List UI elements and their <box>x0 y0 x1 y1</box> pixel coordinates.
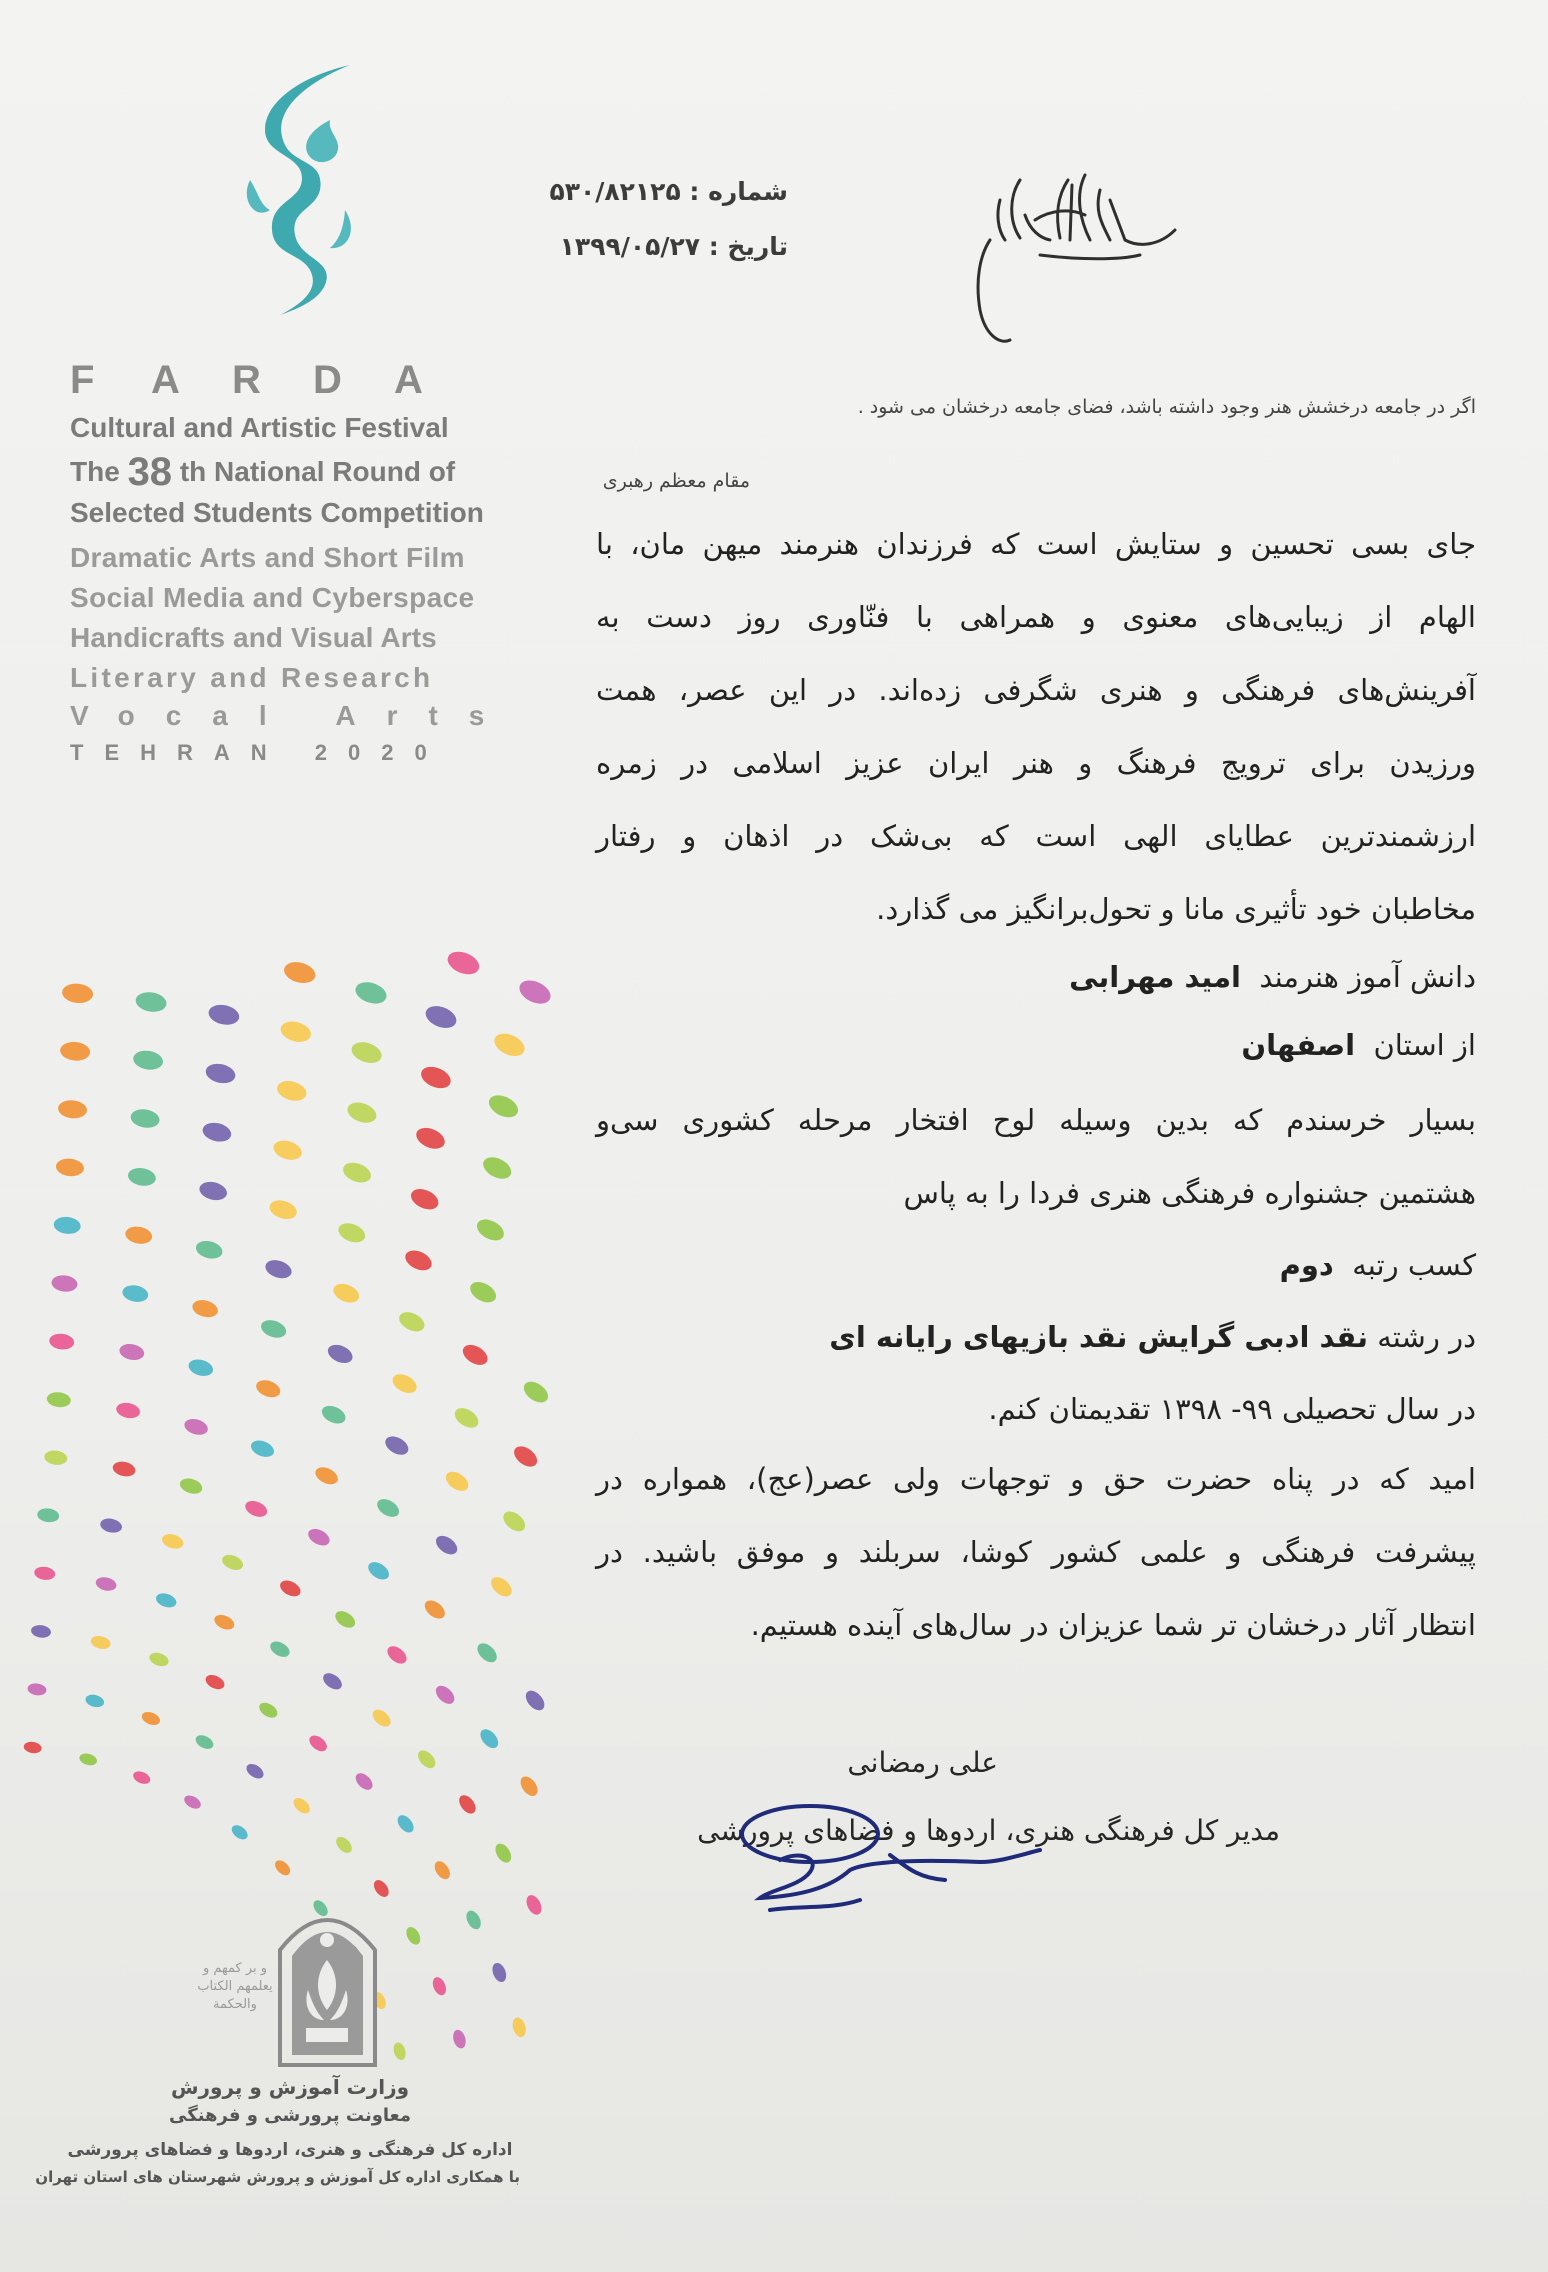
decorative-dot <box>51 1274 79 1293</box>
festival-line-3: Selected Students Competition <box>70 497 484 528</box>
decorative-dot <box>160 1532 185 1552</box>
decorative-dot <box>203 1672 226 1692</box>
field-prefix: در رشته <box>1377 1320 1476 1354</box>
decorative-dot <box>319 1402 348 1427</box>
ministry-cooperation: با همکاری اداره کل آموزش و پرورش شهرستان های استان تهران <box>35 2168 520 2186</box>
decorative-dot <box>278 1018 313 1045</box>
festival-line-2 <box>70 450 500 495</box>
decorative-dot <box>432 1858 453 1882</box>
decorative-dot <box>485 1091 521 1122</box>
decorative-dot <box>272 1857 293 1878</box>
decorative-dot <box>59 1041 91 1062</box>
decorative-dot <box>492 1841 514 1866</box>
decorative-dot <box>517 1773 541 1799</box>
decorative-dot <box>510 2016 527 2039</box>
decorative-dot <box>523 1893 544 1918</box>
field-line <box>829 1320 1476 1354</box>
decorative-dot <box>198 1179 229 1203</box>
student-line <box>1069 960 1476 994</box>
decorative-dot <box>115 1401 142 1420</box>
decorative-dot <box>147 1650 170 1668</box>
decorative-dot <box>244 1761 266 1781</box>
farda-letter: F <box>70 358 95 402</box>
letter-line: جای بسی تحسین و ستایش است که فرزندان هنرمند میهن مان، با <box>596 527 1476 561</box>
decorative-dot <box>187 1357 215 1379</box>
decorative-dot <box>132 1049 165 1072</box>
decorative-dot <box>432 1682 457 1707</box>
decorative-dot <box>384 1643 410 1667</box>
leader-quote: اگر در جامعه درخشش هنر وجود داشته باشد، فضای جامعه درخشان می شود . <box>857 396 1476 418</box>
decorative-dot <box>207 1002 241 1027</box>
festival-category-2: Social Media and Cyberspace <box>70 582 475 613</box>
decorative-dot <box>500 1507 529 1535</box>
decorative-dot <box>313 1464 341 1488</box>
decorative-dot <box>134 990 168 1014</box>
ministry-department: اداره کل فرهنگی و هنری، اردوها و فضاهای پرورشی <box>67 2140 513 2160</box>
signer-title: مدیر کل فرهنگی هنری، اردوها و فضاهای پرورشی <box>697 1814 1280 1847</box>
decorative-dot <box>27 1682 48 1696</box>
decorative-dot <box>291 1795 313 1816</box>
decorative-dot <box>389 1370 420 1397</box>
decorative-dot <box>430 1975 448 1997</box>
letter-line: ورزیدن برای ترویج فرهنگ و هنر ایران عزیز اسلامی در زمره <box>596 746 1476 780</box>
decorative-dot <box>305 1526 332 1549</box>
ministry-name: وزارت آموزش و پرورش <box>170 2075 410 2099</box>
decorative-dot <box>178 1476 204 1496</box>
decorative-dot <box>345 1099 380 1127</box>
decorative-dot <box>487 1573 515 1600</box>
province-name: اصفهان <box>1241 1028 1356 1062</box>
festival-place: TEHRAN 2020 <box>70 740 448 765</box>
farda-letter: A <box>151 358 180 402</box>
decorative-dot <box>336 1220 368 1246</box>
student-name: امید مهرابی <box>1069 960 1241 994</box>
decorative-dot <box>282 959 318 986</box>
letter-line: مخاطبان خود تأثیری مانا و تحول‌برانگیز می گذارد. <box>876 892 1476 926</box>
decorative-dot <box>268 1638 293 1660</box>
decorative-dot <box>243 1498 270 1520</box>
farda-logo-icon <box>230 60 370 320</box>
decorative-dot <box>30 1624 52 1639</box>
festival-line-1: Cultural and Artistic Festival <box>70 412 449 443</box>
signer-name: علی رمضانی <box>847 1746 998 1779</box>
decorative-dot <box>413 1124 448 1153</box>
student-prefix: دانش آموز هنرمند <box>1259 960 1476 994</box>
decorative-dot <box>275 1078 309 1104</box>
letter-line: الهام از زیبایی‌های معنوی و همراهی با فنّاوری روز دست به <box>596 600 1476 634</box>
decorative-dot <box>36 1507 60 1523</box>
letter-line: پیشرفت فرهنگی و علمی کشور کوشا، سربلند و موفق باشید. در <box>596 1535 1476 1569</box>
decorative-dot <box>333 1834 355 1856</box>
letter-date: تاریخ : ۱۳۹۹/۰۵/۲۷ <box>559 232 788 261</box>
decorative-dot <box>249 1437 277 1460</box>
decorative-dot <box>415 1747 439 1771</box>
decorative-dot <box>154 1591 178 1610</box>
decorative-dot <box>474 1640 500 1666</box>
decorative-dot <box>510 1442 541 1471</box>
decorative-dot <box>463 1908 483 1931</box>
decorative-dot <box>451 2028 468 2050</box>
province-line <box>1241 1028 1476 1062</box>
decorative-dot <box>402 1247 435 1275</box>
letter-line: ارزشمندترین عطایای الهی است که بی‌شک در اذهان و رفتار <box>596 819 1476 853</box>
decorative-dot <box>190 1298 219 1320</box>
decorative-dot <box>204 1061 237 1086</box>
handwritten-signature <box>740 1800 1050 1940</box>
decorative-dot <box>78 1752 98 1768</box>
festival-category-1: Dramatic Arts and Short Film <box>70 542 465 573</box>
decorative-dot <box>332 1608 358 1631</box>
letter-line: هشتمین جشنواره فرهنگی هنری فردا را به پاس <box>903 1176 1476 1210</box>
festival-category-3: Handicrafts and Visual Arts <box>70 622 437 653</box>
decorative-dot <box>121 1283 150 1304</box>
decorative-dot <box>46 1391 72 1409</box>
decorative-dot <box>320 1670 345 1693</box>
decorative-dot <box>23 1741 43 1755</box>
decorative-dot <box>53 1216 82 1236</box>
decorative-dot <box>194 1238 224 1261</box>
decorative-dot <box>129 1107 161 1129</box>
decorative-dot <box>229 1822 250 1842</box>
rank-line <box>1280 1248 1476 1282</box>
decorative-dot <box>477 1726 502 1752</box>
decorative-dot <box>271 1137 304 1163</box>
decorative-dot <box>193 1732 215 1751</box>
field-value: نقد ادبی گرایش نقد بازیهای رایانه ای <box>829 1320 1369 1354</box>
decorative-dot <box>55 1157 85 1177</box>
letter-line: انتظار آثار درخشان تر شما عزیزان در سال‌های آینده هستیم. <box>750 1608 1476 1642</box>
bismillah-calligraphy-icon <box>960 160 1180 360</box>
rank-prefix: کسب رتبه <box>1352 1248 1476 1282</box>
decorative-dot <box>127 1166 158 1188</box>
decorative-dot <box>418 1063 454 1093</box>
decorative-dot <box>520 1377 552 1406</box>
decorative-dot <box>212 1612 236 1632</box>
farda-letter: A <box>394 358 423 402</box>
decorative-dot <box>277 1577 303 1599</box>
decorative-dot <box>254 1377 283 1400</box>
festival-category-5: Vocal Arts <box>70 700 516 731</box>
letter-line: بسیار خرسندم که بدین وسیله لوح افتخار مرحله کشوری سی‌و <box>596 1103 1476 1137</box>
decorative-dot <box>325 1341 355 1366</box>
decorative-dot <box>365 1559 392 1583</box>
decorative-dot <box>331 1280 362 1306</box>
decorative-dot <box>111 1460 137 1479</box>
decorative-dot <box>89 1634 111 1651</box>
emblem-verse: و بر کمهم و یعلمهم الکتاب والحکمة <box>197 1961 273 2013</box>
province-prefix: از استان <box>1373 1028 1476 1062</box>
decorative-dot <box>421 1597 448 1622</box>
ministry-emblem-icon <box>270 1890 385 2070</box>
farda-title <box>70 358 500 403</box>
decorative-dot <box>392 2041 408 2061</box>
decorative-dot <box>516 976 555 1008</box>
decorative-dot <box>99 1517 123 1535</box>
decorative-dot <box>456 1792 479 1817</box>
decorative-dot <box>140 1710 162 1728</box>
decorative-dot <box>182 1793 203 1812</box>
decorative-dot <box>403 1925 423 1947</box>
decorative-dot <box>353 1770 376 1793</box>
decorative-dot <box>451 1404 482 1432</box>
decorative-dot <box>349 1038 385 1066</box>
decorative-dot <box>340 1159 373 1186</box>
decorative-dot <box>84 1693 105 1709</box>
decorative-dot <box>118 1342 146 1362</box>
letter-line: آفرینش‌های فرهنگی و هنری شگرفی زده‌اند. در این عصر، همت <box>596 673 1476 707</box>
decorative-dot <box>131 1769 152 1786</box>
ministry-deputy: معاونت پرورشی و فرهنگی <box>169 2105 411 2126</box>
decorative-dot <box>257 1700 281 1721</box>
letter-line: امید که در پناه حضرت حق و توجهات ولی عصر(عج)، همواره در <box>596 1462 1476 1496</box>
decorative-dot <box>182 1416 209 1437</box>
decorative-dot <box>220 1552 246 1573</box>
decorative-dot <box>124 1225 154 1246</box>
decorative-dot <box>263 1257 294 1281</box>
decorative-dot <box>61 982 94 1004</box>
quote-source: مقام معظم رهبری <box>602 470 750 492</box>
decorative-dot <box>94 1575 117 1592</box>
decorative-dot <box>444 947 482 978</box>
decorative-dot <box>267 1197 299 1222</box>
decorative-dot <box>490 1961 509 1984</box>
decorative-dot <box>33 1565 56 1581</box>
festival-round-number: 38 <box>127 450 173 494</box>
decorative-dot <box>467 1278 500 1307</box>
decorative-dot <box>201 1120 233 1144</box>
festival-line-2-pre: The <box>70 456 120 487</box>
decorative-dot <box>57 1099 88 1120</box>
decorative-dot <box>394 1812 416 1835</box>
decorative-dot <box>396 1308 428 1335</box>
decorative-dot <box>433 1532 461 1558</box>
year-line: در سال تحصیلی ۹۹- ۱۳۹۸ تقدیمتان کنم. <box>988 1392 1476 1426</box>
decorative-dot <box>422 1002 459 1032</box>
decorative-dot <box>382 1433 411 1459</box>
festival-line-2-post: th National Round of <box>179 456 456 487</box>
decorative-dot <box>259 1317 289 1341</box>
farda-letter: R <box>232 358 261 402</box>
farda-letter: D <box>313 358 342 402</box>
letter-number: شماره : ۵۳۰/۸۲۱۲۵ <box>549 177 788 206</box>
decorative-dot <box>306 1732 329 1754</box>
decorative-dot <box>44 1449 69 1466</box>
festival-sidebar <box>0 0 560 2272</box>
decorative-dot <box>491 1029 528 1060</box>
decorative-dot <box>353 978 390 1007</box>
decorative-dot <box>408 1185 442 1213</box>
decorative-dot <box>473 1215 507 1245</box>
decorative-dot <box>459 1341 491 1369</box>
rank-value: دوم <box>1279 1248 1334 1282</box>
decorative-dot <box>374 1495 402 1520</box>
decorative-dot <box>369 1706 393 1730</box>
decorative-dot <box>48 1332 75 1350</box>
decorative-dot <box>442 1468 471 1495</box>
decorative-dot <box>522 1687 548 1714</box>
festival-category-4: Literary and Research <box>70 662 434 693</box>
decorative-dot <box>480 1153 515 1183</box>
